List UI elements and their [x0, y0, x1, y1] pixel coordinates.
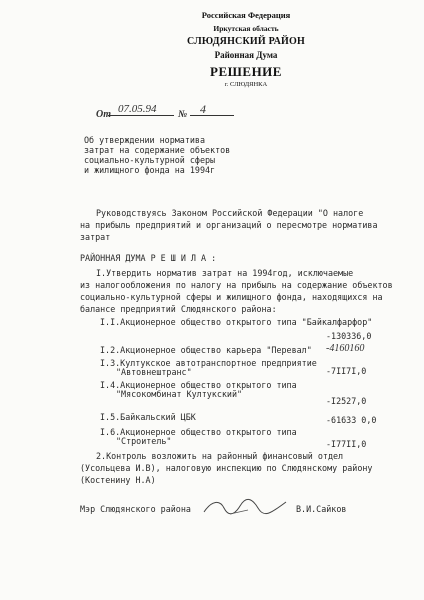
subject-line: социально-культурной сферы: [84, 155, 216, 165]
subitem-3-line: I.3.Култукское автотранспортное предприятие: [100, 358, 317, 368]
subitem-3-line: "Автовнештранс": [116, 367, 192, 377]
subitem-1-amount: -130336,0: [326, 331, 372, 341]
subitem-2-line: I.2.Акционерное общество карьера "Перевал": [100, 345, 312, 355]
subitem-5-amount: -61633 0,0: [326, 415, 377, 425]
header-duma: Районная Дума: [214, 50, 278, 60]
subject-line: затрат на содержание объектов: [84, 145, 231, 155]
number-prefix: №: [178, 109, 188, 120]
item1-line: из налогообложения по налогу на прибыль на содержание объектов: [80, 280, 393, 290]
item1-line: балансе предприятий Слюдянского района:: [80, 304, 277, 314]
item2-line: (Усольцева И.В), налоговую инспекцию по Слюдянскому району: [80, 463, 373, 473]
subitem-4-line: "Мясокомбинат Култукский": [116, 389, 243, 399]
subitem-1-line: I.I.Акционерное общество открытого типа "Байкалфарфор": [100, 317, 373, 327]
handwritten-signature-icon: [200, 496, 290, 518]
subitem-6-amount: -I77II,0: [326, 439, 367, 449]
header-region: Иркутская область: [213, 24, 279, 33]
subitem-3-amount: -7II7I,0: [326, 366, 367, 376]
header-city: г. СЛЮДЯНКА: [224, 81, 268, 88]
item1-line: социально-культурной сферы и жилищного фонда, находящихся на: [80, 292, 383, 302]
subitem-4-line: I.4.Акционерное общество открытого типа: [100, 380, 297, 390]
subitem-2-amount: -4160160: [326, 343, 365, 354]
subject-line: Об утверждении норматива: [84, 135, 206, 145]
signature-name: В.И.Сайков: [296, 504, 347, 514]
header-district: СЛЮДЯНСКИЙ РАЙОН: [187, 36, 305, 47]
subitem-4-amount: -I2527,0: [326, 396, 367, 406]
subitem-5-line: I.5.Байкальский ЦБК: [100, 412, 196, 422]
date-underline: [108, 115, 174, 116]
item2-line: 2.Контроль возложить на районный финансовый отдел: [96, 451, 344, 461]
doc-number: 4: [200, 102, 206, 116]
number-underline: [190, 115, 234, 116]
date-prefix: От: [96, 109, 111, 120]
subitem-6-line: I.6.Акционерное общество открытого типа: [100, 427, 297, 437]
preamble-line: Руководствуясь Законом Российской Федерации "О налоге: [96, 208, 364, 218]
subject-line: и жилищного фонда на 1994г: [84, 165, 216, 175]
preamble-line: затрат: [80, 232, 111, 242]
decision-heading: РАЙОННАЯ ДУМА Р Е Ш И Л А :: [80, 253, 217, 263]
item1-line: I.Утвердить норматив затрат на 1994год, исключаемые: [96, 268, 354, 278]
doc-date: 07.05.94: [118, 103, 157, 115]
item2-line: (Костенину Н.А): [80, 475, 156, 485]
signature-title: Мэр Слюдянского района: [80, 504, 191, 514]
subitem-6-line: "Строитель": [116, 436, 172, 446]
preamble-line: на прибыль предприятий и организаций о пересмотре норматива: [80, 220, 378, 230]
header-federation: Российская Федерация: [201, 10, 291, 20]
header-doc-type: РЕШЕНИЕ: [210, 64, 282, 79]
